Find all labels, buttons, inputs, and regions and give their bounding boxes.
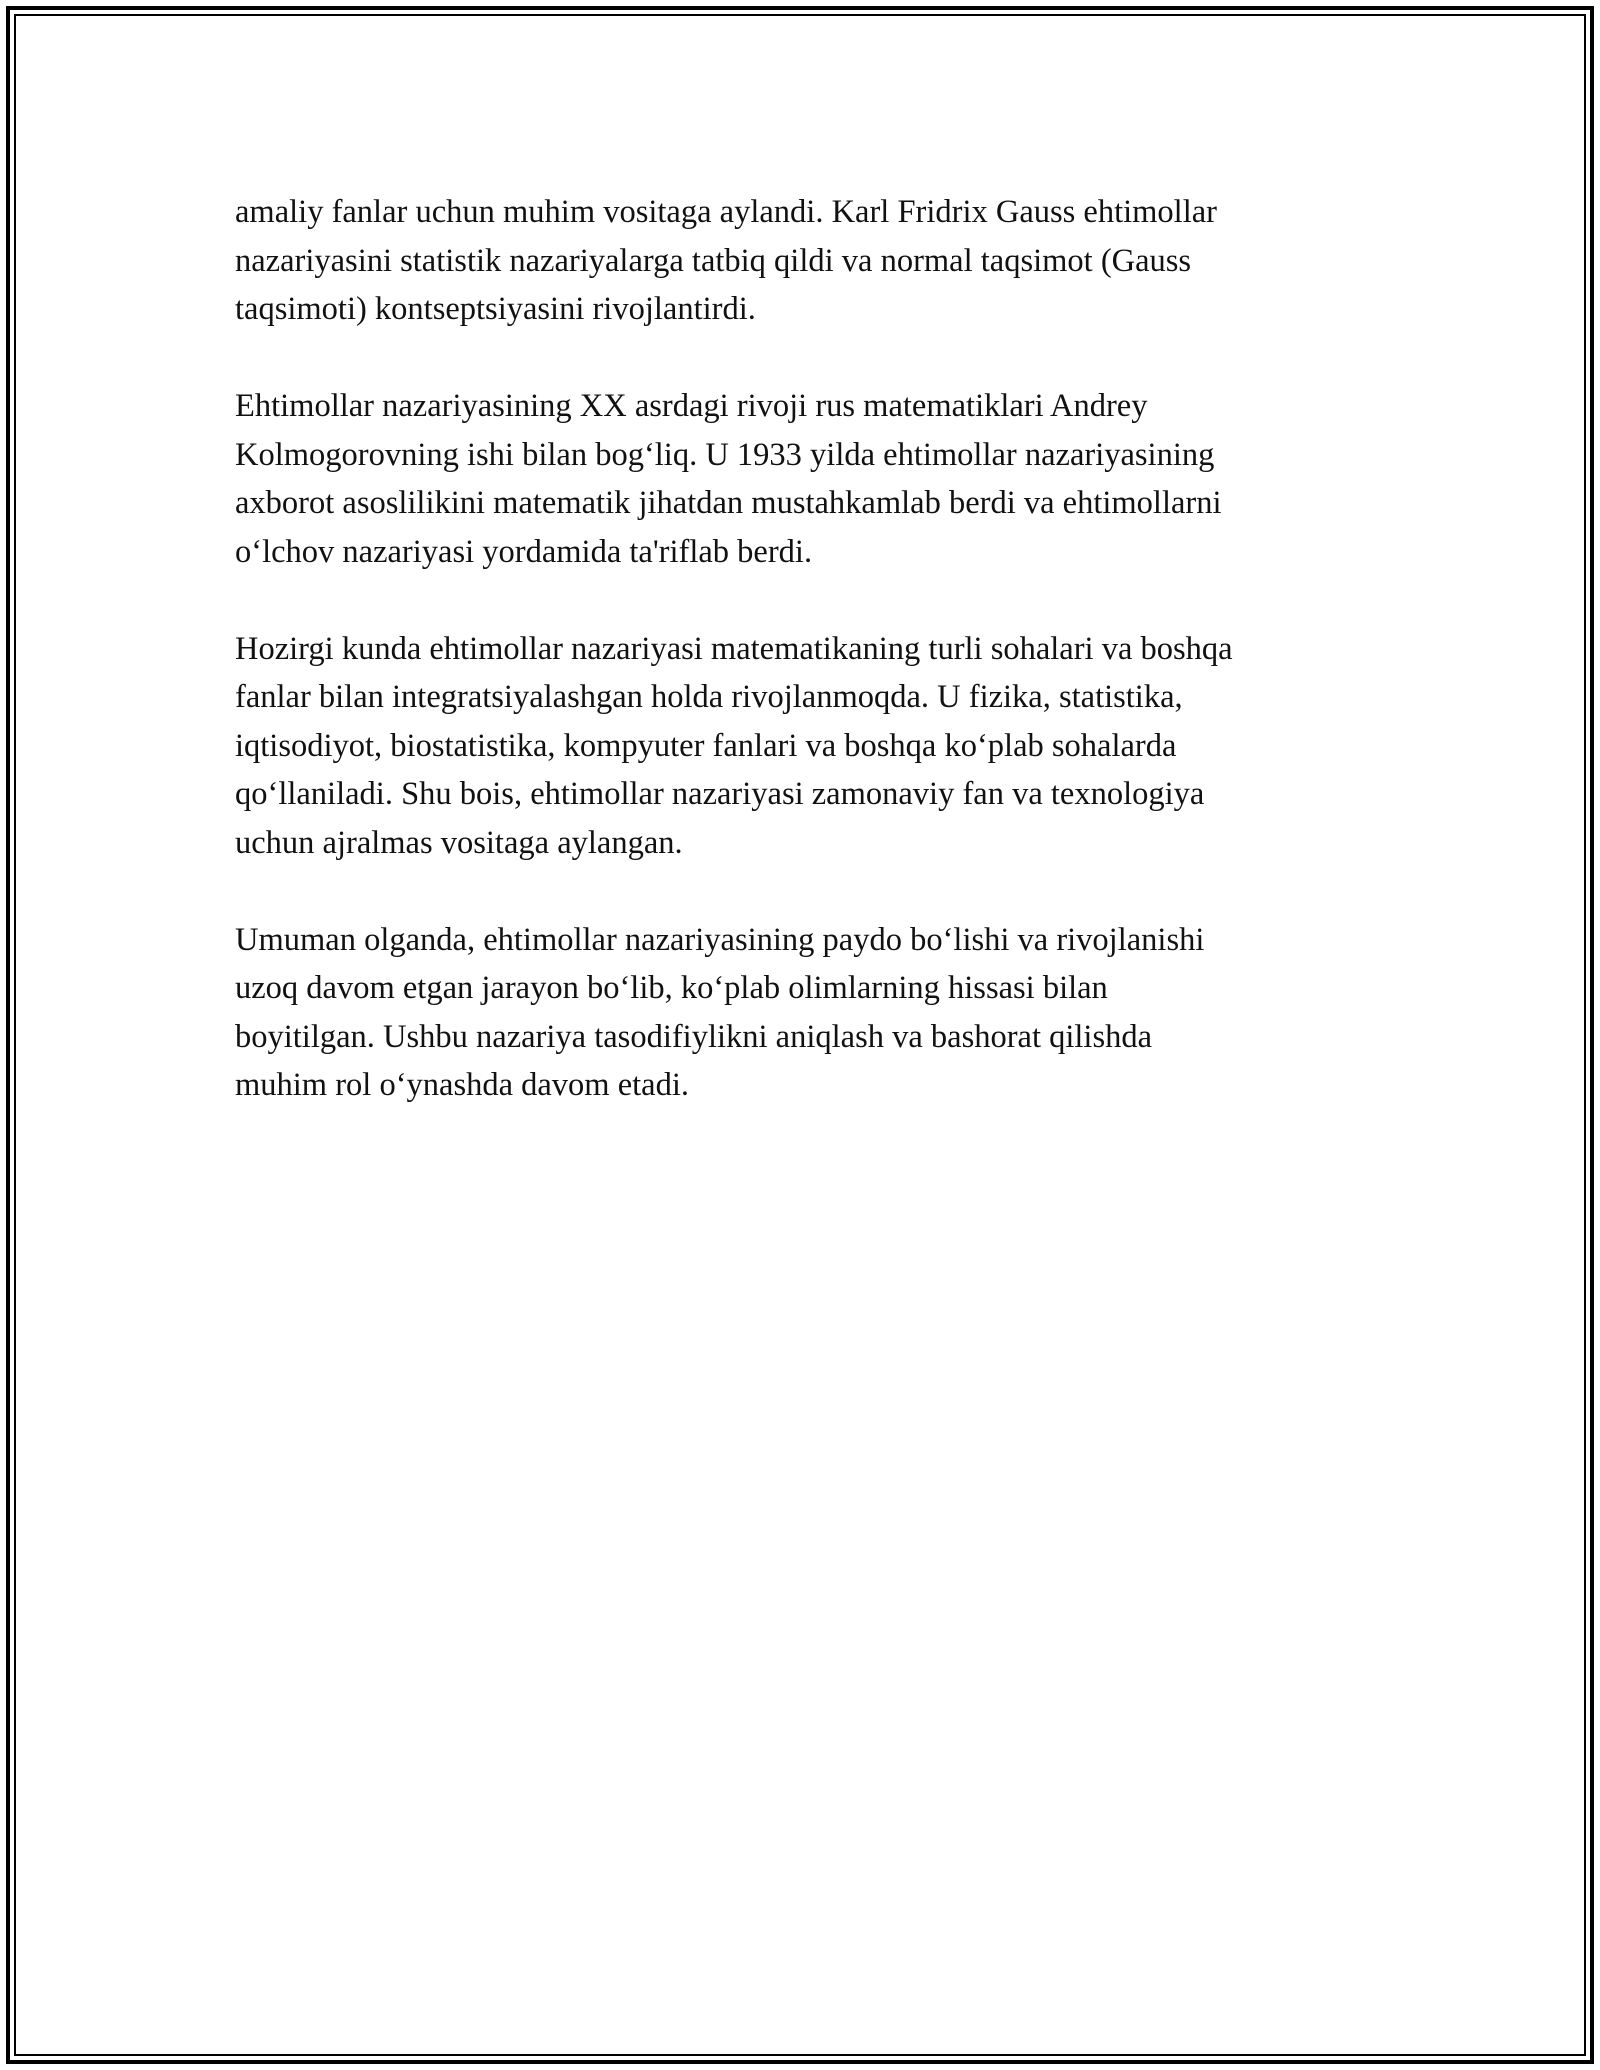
paragraph-kolmogorov: Ehtimollar nazariyasining XX asrdagi rivoji rus matematiklari Andrey Kolmogorovning ishi bilan bog‘liq. U 1933 yilda ehtimollar nazariyasining axborot asoslilikini matematik jihatdan mustahkamlab berdi va ehtimollarni o‘lchov nazariyasi yordamida ta'riflab berdi. (235, 388, 1222, 570)
paragraph-conclusion: Umuman olganda, ehtimollar nazariyasining paydo bo‘lishi va rivojlanishi uzoq davom etgan jarayon bo‘lib, ko‘plab olimlarning hissasi bilan boyitilgan. Ushbu nazariya tasodifiylikni aniqlash va bashorat qilishda muhim rol o‘ynashda davom etadi. (235, 921, 1205, 1103)
document-body (235, 188, 1375, 1110)
paragraph-gauss: amaliy fanlar uchun muhim vositaga aylandi. Karl Fridrix Gauss ehtimollar nazariyasini statistik nazariyalarga tatbiq qildi va normal taqsimot (Gauss taqsimoti) kontseptsiyasini rivojlantirdi. (235, 194, 1217, 327)
paragraph-modern-applications: Hozirgi kunda ehtimollar nazariyasi matematikaning turli sohalari va boshqa fanlar bilan integratsiyalashgan holda rivojlanmoqda. U fizika, statistika, iqtisodiyot, biostatistika, kompyuter fanlari va boshqa ko‘plab sohalarda qo‘llaniladi. Shu bois, ehtimollar nazariyasi zamonaviy fan va texnologiya uchun ajralmas vositaga aylangan. (235, 630, 1233, 861)
